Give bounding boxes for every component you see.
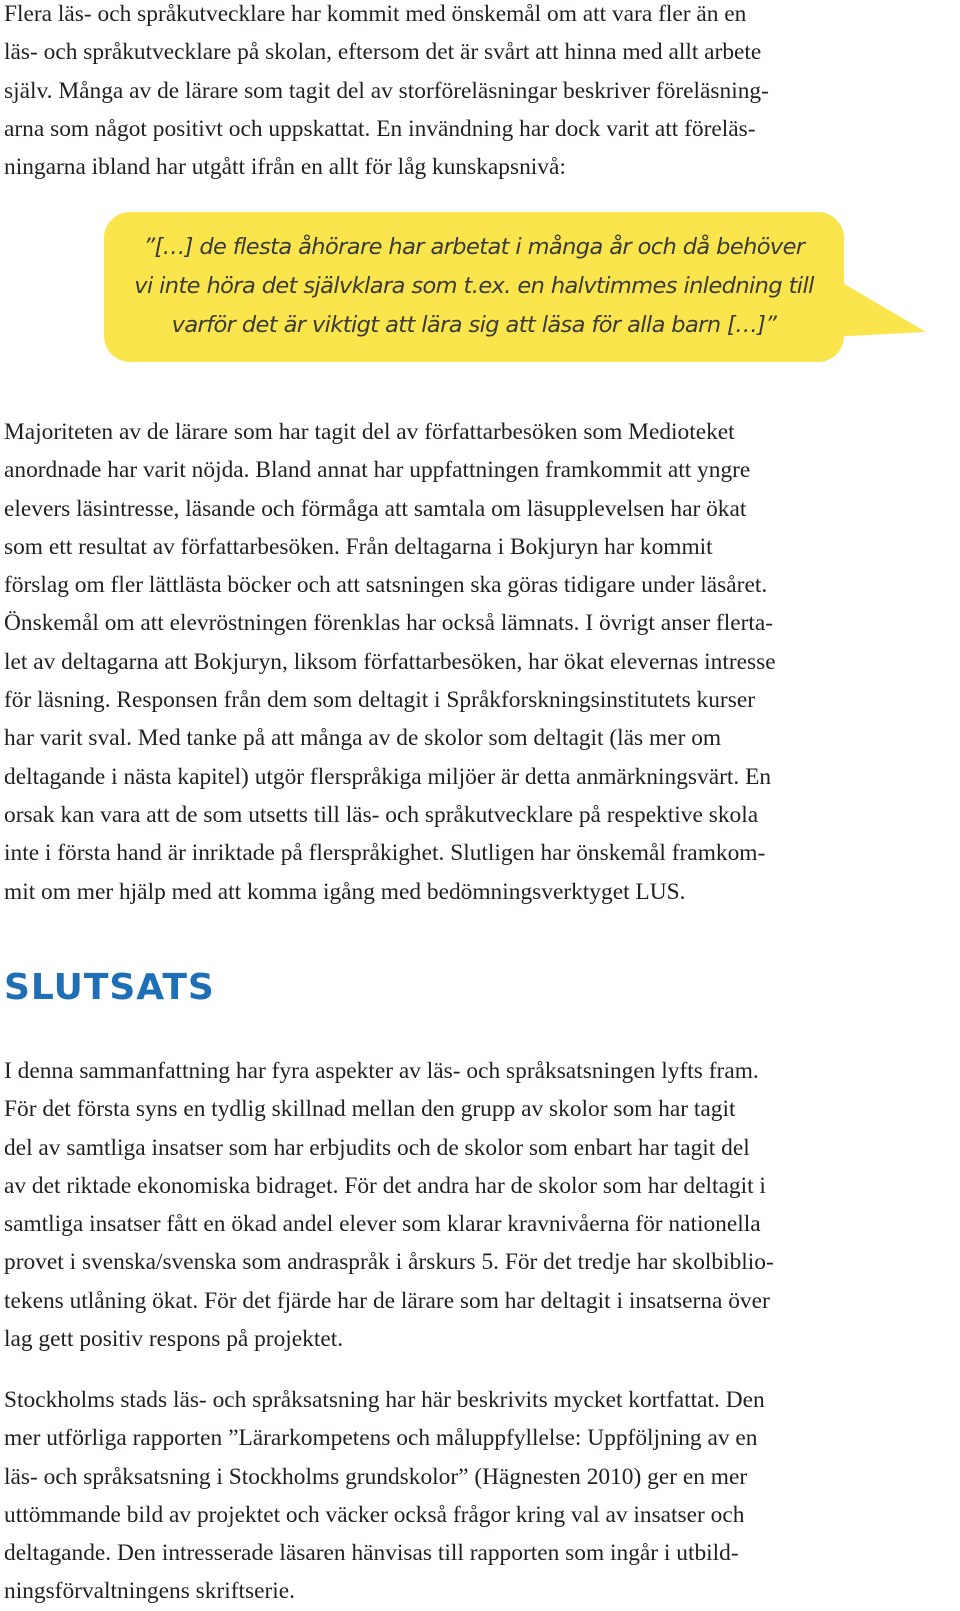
quote-text: [104, 228, 844, 345]
text-line: för läsning. Responsen från dem som deltagit i Språkforskningsinstitutets kurser: [4, 687, 755, 714]
text-line: samtliga insatser fått en ökad andel elever som klarar kravnivåerna för nationella: [4, 1211, 761, 1238]
paragraph-intro: [4, 0, 769, 186]
text-line: mer utförliga rapporten ”Lärarkompetens och måluppfyllelse: Uppföljning av en: [4, 1425, 758, 1452]
text-line: själv. Många av de lärare som tagit del av storföreläsningar beskriver föreläsning-: [4, 77, 769, 104]
text-line: Flera läs- och språkutvecklare har kommit med önskemål om att vara fler än en: [4, 1, 747, 27]
quote-callout: [104, 212, 954, 362]
quote-line: varför det är viktigt att lära sig att läsa för alla barn […]”: [171, 312, 777, 338]
text-line: deltagande. Den intresserade läsaren hänvisas till rapporten som ingår i utbild-: [4, 1540, 739, 1567]
text-line: inte i första hand är inriktade på flerspråkighet. Slutligen har önskemål framkom-: [4, 840, 766, 867]
section-heading: SLUTSATS: [4, 967, 215, 1008]
quote-line: ”[…] de flesta åhörare har arbetat i många år och då behöver: [143, 234, 805, 260]
text-line: För det första syns en tydlig skillnad mellan den grupp av skolor som har tagit: [4, 1096, 736, 1123]
text-line: arna som något positivt och uppskattat. En invändning har dock varit att föreläs-: [4, 115, 756, 142]
text-line: ningarna ibland har utgått ifrån en allt för låg kunskapsnivå:: [4, 154, 566, 181]
text-line: har varit sval. Med tanke på att många av de skolor som deltagit (läs mer om: [4, 725, 722, 752]
quote-line: vi inte höra det självklara som t.ex. en halvtimmes inledning till: [134, 273, 814, 299]
text-line: förslag om fler lättlästa böcker och att satsningen ska göras tidigare under läsåret.: [4, 572, 768, 599]
text-line: Önskemål om att elevröstningen förenklas har också lämnats. I övrigt anser flerta-: [4, 610, 774, 637]
text-line: anordnade har varit nöjda. Bland annat har uppfattningen framkommit att yngre: [4, 457, 751, 484]
text-line: ningsförvaltningens skriftserie.: [4, 1578, 296, 1605]
paragraph-results: [4, 413, 776, 911]
text-line: mit om mer hjälp med att komma igång med bedömningsverktyget LUS.: [4, 878, 686, 905]
text-line: Majoriteten av de lärare som har tagit del av författarbesöken som Medioteket: [4, 419, 735, 445]
text-line: läs- och språkutvecklare på skolan, eftersom det är svårt att hinna med allt arbete: [4, 39, 762, 66]
text-line: deltagande i nästa kapitel) utgör flerspråkiga miljöer är detta anmärkningsvärt. En: [4, 763, 772, 790]
text-line: I denna sammanfattning har fyra aspekter av läs- och språksatsningen lyfts fram.: [4, 1058, 759, 1084]
text-line: tekens utlåning ökat. För det fjärde har de lärare som har deltagit i insatserna över: [4, 1287, 770, 1314]
text-line: lag gett positiv respons på projektet.: [4, 1326, 344, 1353]
text-line: uttömmande bild av projektet och väcker också frågor kring val av insatser och: [4, 1501, 745, 1528]
text-line: av det riktade ekonomiska bidraget. För det andra har de skolor som har deltagit i: [4, 1172, 766, 1199]
text-line: elevers läsintresse, läsande och förmåga att samtala om läsupplevelsen har ökat: [4, 495, 747, 522]
text-line: let av deltagarna att Bokjuryn, liksom författarbesöken, har ökat elevernas intresse: [4, 648, 776, 675]
paragraph-closing: [4, 1381, 765, 1611]
text-line: orsak kan vara att de som utsetts till läs- och språkutvecklare på respektive skola: [4, 801, 759, 828]
text-line: läs- och språksatsning i Stockholms grundskolor” (Hägnesten 2010) ger en mer: [4, 1463, 748, 1490]
paragraph-conclusion: [4, 1052, 774, 1358]
text-line: provet i svenska/svenska som andraspråk i årskurs 5. För det tredje har skolbiblio-: [4, 1249, 774, 1276]
text-line: del av samtliga insatser som har erbjudits och de skolor som enbart har tagit del: [4, 1134, 750, 1161]
text-line: Stockholms stads läs- och språksatsning har här beskrivits mycket kortfattat. Den: [4, 1387, 765, 1413]
text-line: som ett resultat av författarbesöken. Från deltagarna i Bokjuryn har kommit: [4, 533, 713, 560]
